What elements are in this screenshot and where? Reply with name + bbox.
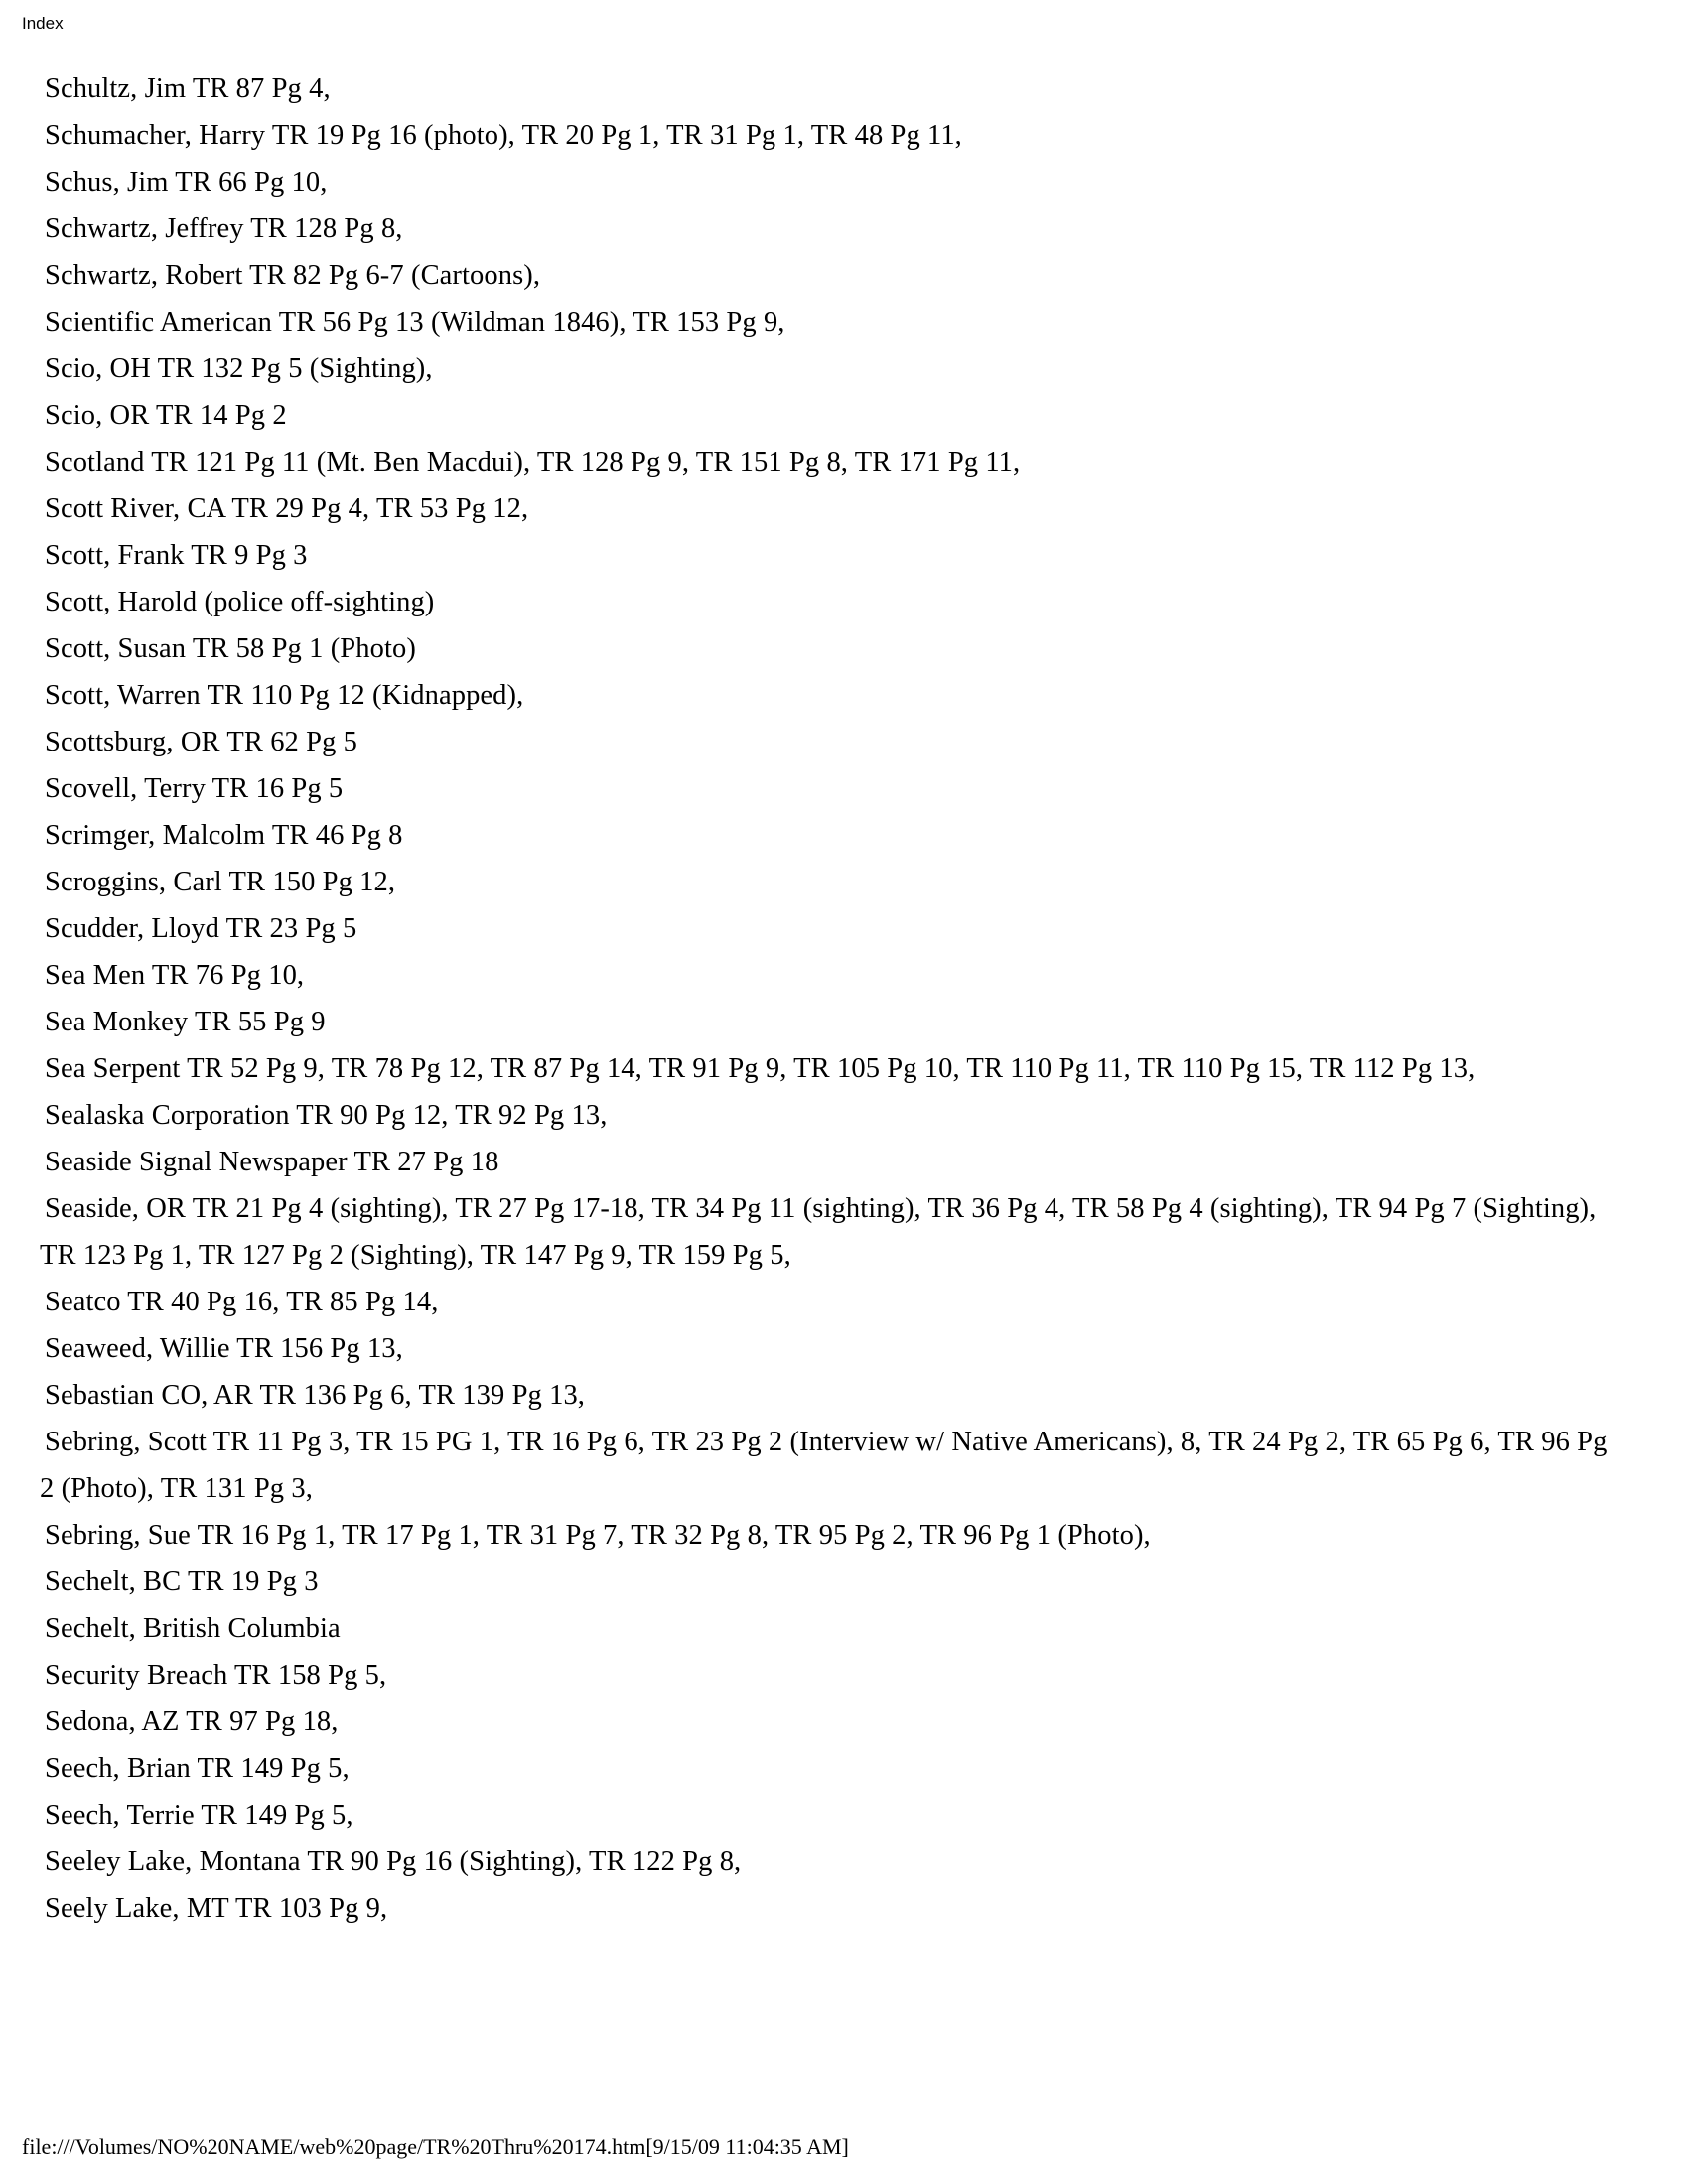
index-entry: Seaside, OR TR 21 Pg 4 (sighting), TR 27 Pg 17-18, TR 34 Pg 11 (sighting), TR 36 Pg 4, TR 58 Pg 4 (sighting), TR 94 Pg 7 (Sighting), TR 123 Pg 1, TR 127 Pg 2 (Sighting), TR 147 Pg 9, TR 159 Pg 5,: [40, 1193, 1597, 1271]
index-entry: Scott, Frank TR 9 Pg 3: [45, 540, 308, 571]
index-entry: Sechelt, British Columbia: [45, 1613, 341, 1644]
index-entry: Schwartz, Robert TR 82 Pg 6-7 (Cartoons),: [45, 260, 541, 291]
index-entry: Scotland TR 121 Pg 11 (Mt. Ben Macdui), TR 128 Pg 9, TR 151 Pg 8, TR 171 Pg 11,: [45, 447, 1021, 478]
index-entry: Sebastian CO, AR TR 136 Pg 6, TR 139 Pg 13,: [45, 1380, 586, 1411]
index-entry: Scott, Harold (police off-sighting): [45, 587, 435, 617]
index-entry: Scott, Warren TR 110 Pg 12 (Kidnapped),: [45, 680, 524, 711]
index-entry: Scio, OH TR 132 Pg 5 (Sighting),: [45, 353, 433, 384]
index-entry: Seatco TR 40 Pg 16, TR 85 Pg 14,: [45, 1287, 439, 1317]
index-entry: Seeley Lake, Montana TR 90 Pg 16 (Sighting), TR 122 Pg 8,: [45, 1846, 742, 1877]
index-entry: Sea Monkey TR 55 Pg 9: [45, 1007, 326, 1037]
index-entry: Schus, Jim TR 66 Pg 10,: [45, 167, 328, 198]
index-entry: Seely Lake, MT TR 103 Pg 9,: [45, 1893, 388, 1924]
index-entry: Scrimger, Malcolm TR 46 Pg 8: [45, 820, 403, 851]
index-entry: Security Breach TR 158 Pg 5,: [45, 1660, 387, 1691]
index-entry: Scroggins, Carl TR 150 Pg 12,: [45, 867, 396, 897]
index-entry: Seaweed, Willie TR 156 Pg 13,: [45, 1333, 403, 1364]
index-entry: Sea Men TR 76 Pg 10,: [45, 960, 305, 991]
page-footer-path: file:///Volumes/NO%20NAME/web%20page/TR%20Thru%20174.htm[9/15/09 11:04:35 AM]: [22, 2134, 849, 2159]
index-entry: Scudder, Lloyd TR 23 Pg 5: [45, 913, 357, 944]
index-entry: Schumacher, Harry TR 19 Pg 16 (photo), TR 20 Pg 1, TR 31 Pg 1, TR 48 Pg 11,: [45, 120, 962, 151]
index-entry: Sealaska Corporation TR 90 Pg 12, TR 92 Pg 13,: [45, 1100, 608, 1131]
index-entry: Sea Serpent TR 52 Pg 9, TR 78 Pg 12, TR 87 Pg 14, TR 91 Pg 9, TR 105 Pg 10, TR 110 Pg 11, TR 110 Pg 15, TR 112 Pg 13,: [45, 1053, 1476, 1084]
index-entry: Scovell, Terry TR 16 Pg 5: [45, 773, 344, 804]
index-entry: Sebring, Sue TR 16 Pg 1, TR 17 Pg 1, TR 31 Pg 7, TR 32 Pg 8, TR 95 Pg 2, TR 96 Pg 1 (Photo),: [45, 1520, 1151, 1551]
page-header-label: Index: [22, 14, 64, 33]
index-entry: Scott, Susan TR 58 Pg 1 (Photo): [45, 633, 416, 664]
index-entry: Scottsburg, OR TR 62 Pg 5: [45, 727, 357, 757]
index-entry: Seech, Brian TR 149 Pg 5,: [45, 1753, 350, 1784]
index-entry: Seech, Terrie TR 149 Pg 5,: [45, 1800, 353, 1831]
index-entry: Scio, OR TR 14 Pg 2: [45, 400, 287, 431]
index-entry: Scott River, CA TR 29 Pg 4, TR 53 Pg 12,: [45, 493, 529, 524]
index-entry-list: [40, 66, 1628, 1932]
index-entry: Seaside Signal Newspaper TR 27 Pg 18: [45, 1147, 499, 1177]
index-entry: Schultz, Jim TR 87 Pg 4,: [45, 73, 331, 104]
index-entry: Sedona, AZ TR 97 Pg 18,: [45, 1706, 339, 1737]
index-entry: Schwartz, Jeffrey TR 128 Pg 8,: [45, 213, 403, 244]
index-entry: Scientific American TR 56 Pg 13 (Wildman 1846), TR 153 Pg 9,: [45, 307, 785, 338]
index-entry: Sechelt, BC TR 19 Pg 3: [45, 1567, 319, 1597]
index-entry: Sebring, Scott TR 11 Pg 3, TR 15 PG 1, TR 16 Pg 6, TR 23 Pg 2 (Interview w/ Native Americans), 8, TR 24 Pg 2, TR 65 Pg 6, TR 96 Pg 2 (Photo), TR 131 Pg 3,: [40, 1427, 1608, 1504]
